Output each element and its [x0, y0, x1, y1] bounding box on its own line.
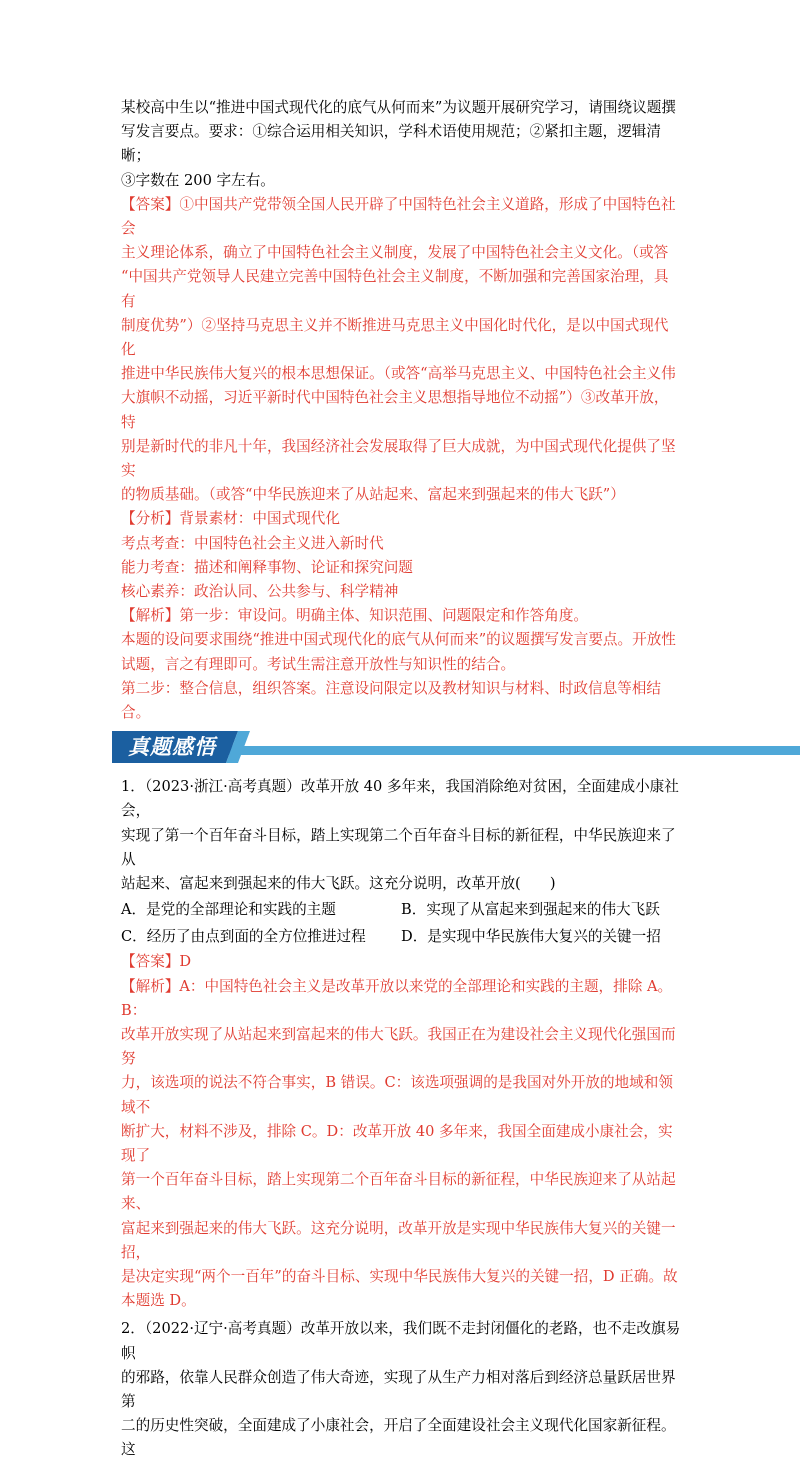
analysis-line: 考点考查：中国特色社会主义进入新时代 [121, 534, 384, 552]
explanation-line: 断扩大，材料不涉及，排除 C。D：改革开放 40 多年来，我国全面建成小康社会，实现了 [121, 1122, 673, 1164]
answer-line: 主义理论体系，确立了中国特色社会主义制度，发展了中国特色社会主义文化。（或答 [121, 244, 669, 262]
option-row [121, 923, 681, 950]
explanation-line: 改革开放实现了从站起来到富起来的伟大飞跃。我国正在为建设社会主义现代化强国而努 [121, 1025, 676, 1068]
content-column [121, 96, 681, 1463]
analysis-line: 第二步：整合信息，组织答案。注意设问限定以及教材知识与材料、时政信息等相结合。 [121, 679, 661, 722]
section-title: 真题感悟 [128, 735, 216, 760]
answer-line: 的物质基础。（或答“中华民族迎来了从站起来、富起来到强起来的伟大飞跃”） [121, 486, 625, 504]
question-intro [121, 96, 681, 193]
analysis-line: 能力考查：描述和阐释事物、论证和探究问题 [121, 558, 413, 576]
intro-line: 写发言要点。要求：①综合运用相关知识，学科术语使用规范；②紧扣主题，逻辑清晰； [121, 123, 661, 165]
answer-line: 【答案】①中国共产党带领全国人民开辟了中国特色社会主义道路，形成了中国特色社会 [121, 195, 676, 238]
answer-line: 制度优势”）②坚持马克思主义并不断推进马克思主义中国化时代化，是以中国式现代化 [121, 316, 669, 359]
question-1 [121, 775, 681, 1313]
analysis-line: 核心素养：政治认同、公共参与、科学精神 [121, 583, 399, 601]
explanation-line: 力，该选项的说法不符合事实，B 错误。C：该选项强调的是我国对外开放的地域和领域不 [121, 1074, 673, 1116]
answer-line: 大旗帜不动摇，习近平新时代中国特色社会主义思想指导地位不动摇”）③改革开放，特 [121, 389, 669, 431]
explanation-line: 【解析】A：中国特色社会主义是改革开放以来党的全部理论和实践的主题，排除 A。B： [121, 977, 673, 1019]
intro-line: ③字数在 200 字左右。 [121, 171, 275, 189]
explanation-line: 富起来到强起来的伟大飞跃。这充分说明，改革开放是实现中华民族伟大复兴的关键一招， [121, 1219, 676, 1261]
option-b: B．实现了从富起来到强起来的伟大飞跃 [401, 901, 660, 919]
analysis-line: 【分析】背景素材：中国式现代化 [121, 510, 340, 528]
answer-line: 推进中华民族伟大复兴的根本思想保证。（或答“高举马克思主义、中国特色社会主义伟 [121, 365, 676, 383]
option-a: A．是党的全部理论和实践的主题 [121, 901, 336, 919]
intro-line: 某校高中生以“推进中国式现代化的底气从何而来”为议题开展研究学习，请围绕议题撰 [121, 99, 676, 116]
analysis-line: 本题的设问要求围绕“推进中国式现代化的底气从何而来”的议题撰写发言要点。开放性 [121, 631, 676, 649]
answer-block [121, 193, 681, 508]
explanation-line: 是决定实现“两个一百年”的奋斗目标、实现中华民族伟大复兴的关键一招，D 正确。故 [121, 1267, 678, 1285]
answer-line: “中国共产党领导人民建立完善中国特色社会主义制度，不断加强和完善国家治理，具有 [121, 268, 669, 310]
banner-graphic [0, 725, 800, 769]
answer-line: 别是新时代的非凡十年，我国经济社会发展取得了巨大成就，为中国式现代化提供了坚实 [121, 437, 676, 480]
question-stem-line: 实现了第一个百年奋斗目标，踏上实现第二个百年奋斗目标的新征程，中华民族迎来了从 [121, 826, 676, 868]
option-row [121, 896, 681, 923]
option-d: D．是实现中华民族伟大复兴的关键一招 [401, 928, 661, 946]
analysis-line: 【解析】第一步：审设问。明确主体、知识范围、问题限定和作答角度。 [121, 607, 589, 625]
question-2 [121, 1317, 681, 1462]
analysis-line: 试题，言之有理即可。考试生需注意开放性与知识性的结合。 [121, 655, 516, 673]
q1-answer: 【答案】D [121, 953, 192, 971]
question-stem-line: 1．（2023·浙江·高考真题）改革开放 40 多年来，我国消除绝对贫困，全面建成小康社会， [121, 778, 679, 820]
q1-explanation [121, 975, 681, 1314]
question-stem-line: 的邪路，依靠人民群众创造了伟大奇迹，实现了从生产力相对落后到经济总量跃居世界第 [121, 1368, 676, 1410]
question-stem-line: 二的历史性突破，全面建成了小康社会，开启了全面建设社会主义现代化国家新征程。这 [121, 1417, 676, 1459]
analysis-block [121, 507, 681, 725]
question-stem-line: 站起来、富起来到强起来的伟大飞跃。这充分说明，改革开放( ) [121, 875, 556, 893]
explanation-line: 第一个百年奋斗目标，踏上实现第二个百年奋斗目标的新征程，中华民族迎来了从站起来、 [121, 1171, 676, 1213]
question-stem-line: 2．（2022·辽宁·高考真题）改革开放以来，我们既不走封闭僵化的老路，也不走改旗易帜 [121, 1320, 681, 1362]
section-banner [0, 725, 800, 769]
explanation-line: 本题选 D。 [121, 1292, 196, 1310]
option-c: C．经历了由点到面的全方位推进过程 [121, 928, 366, 946]
